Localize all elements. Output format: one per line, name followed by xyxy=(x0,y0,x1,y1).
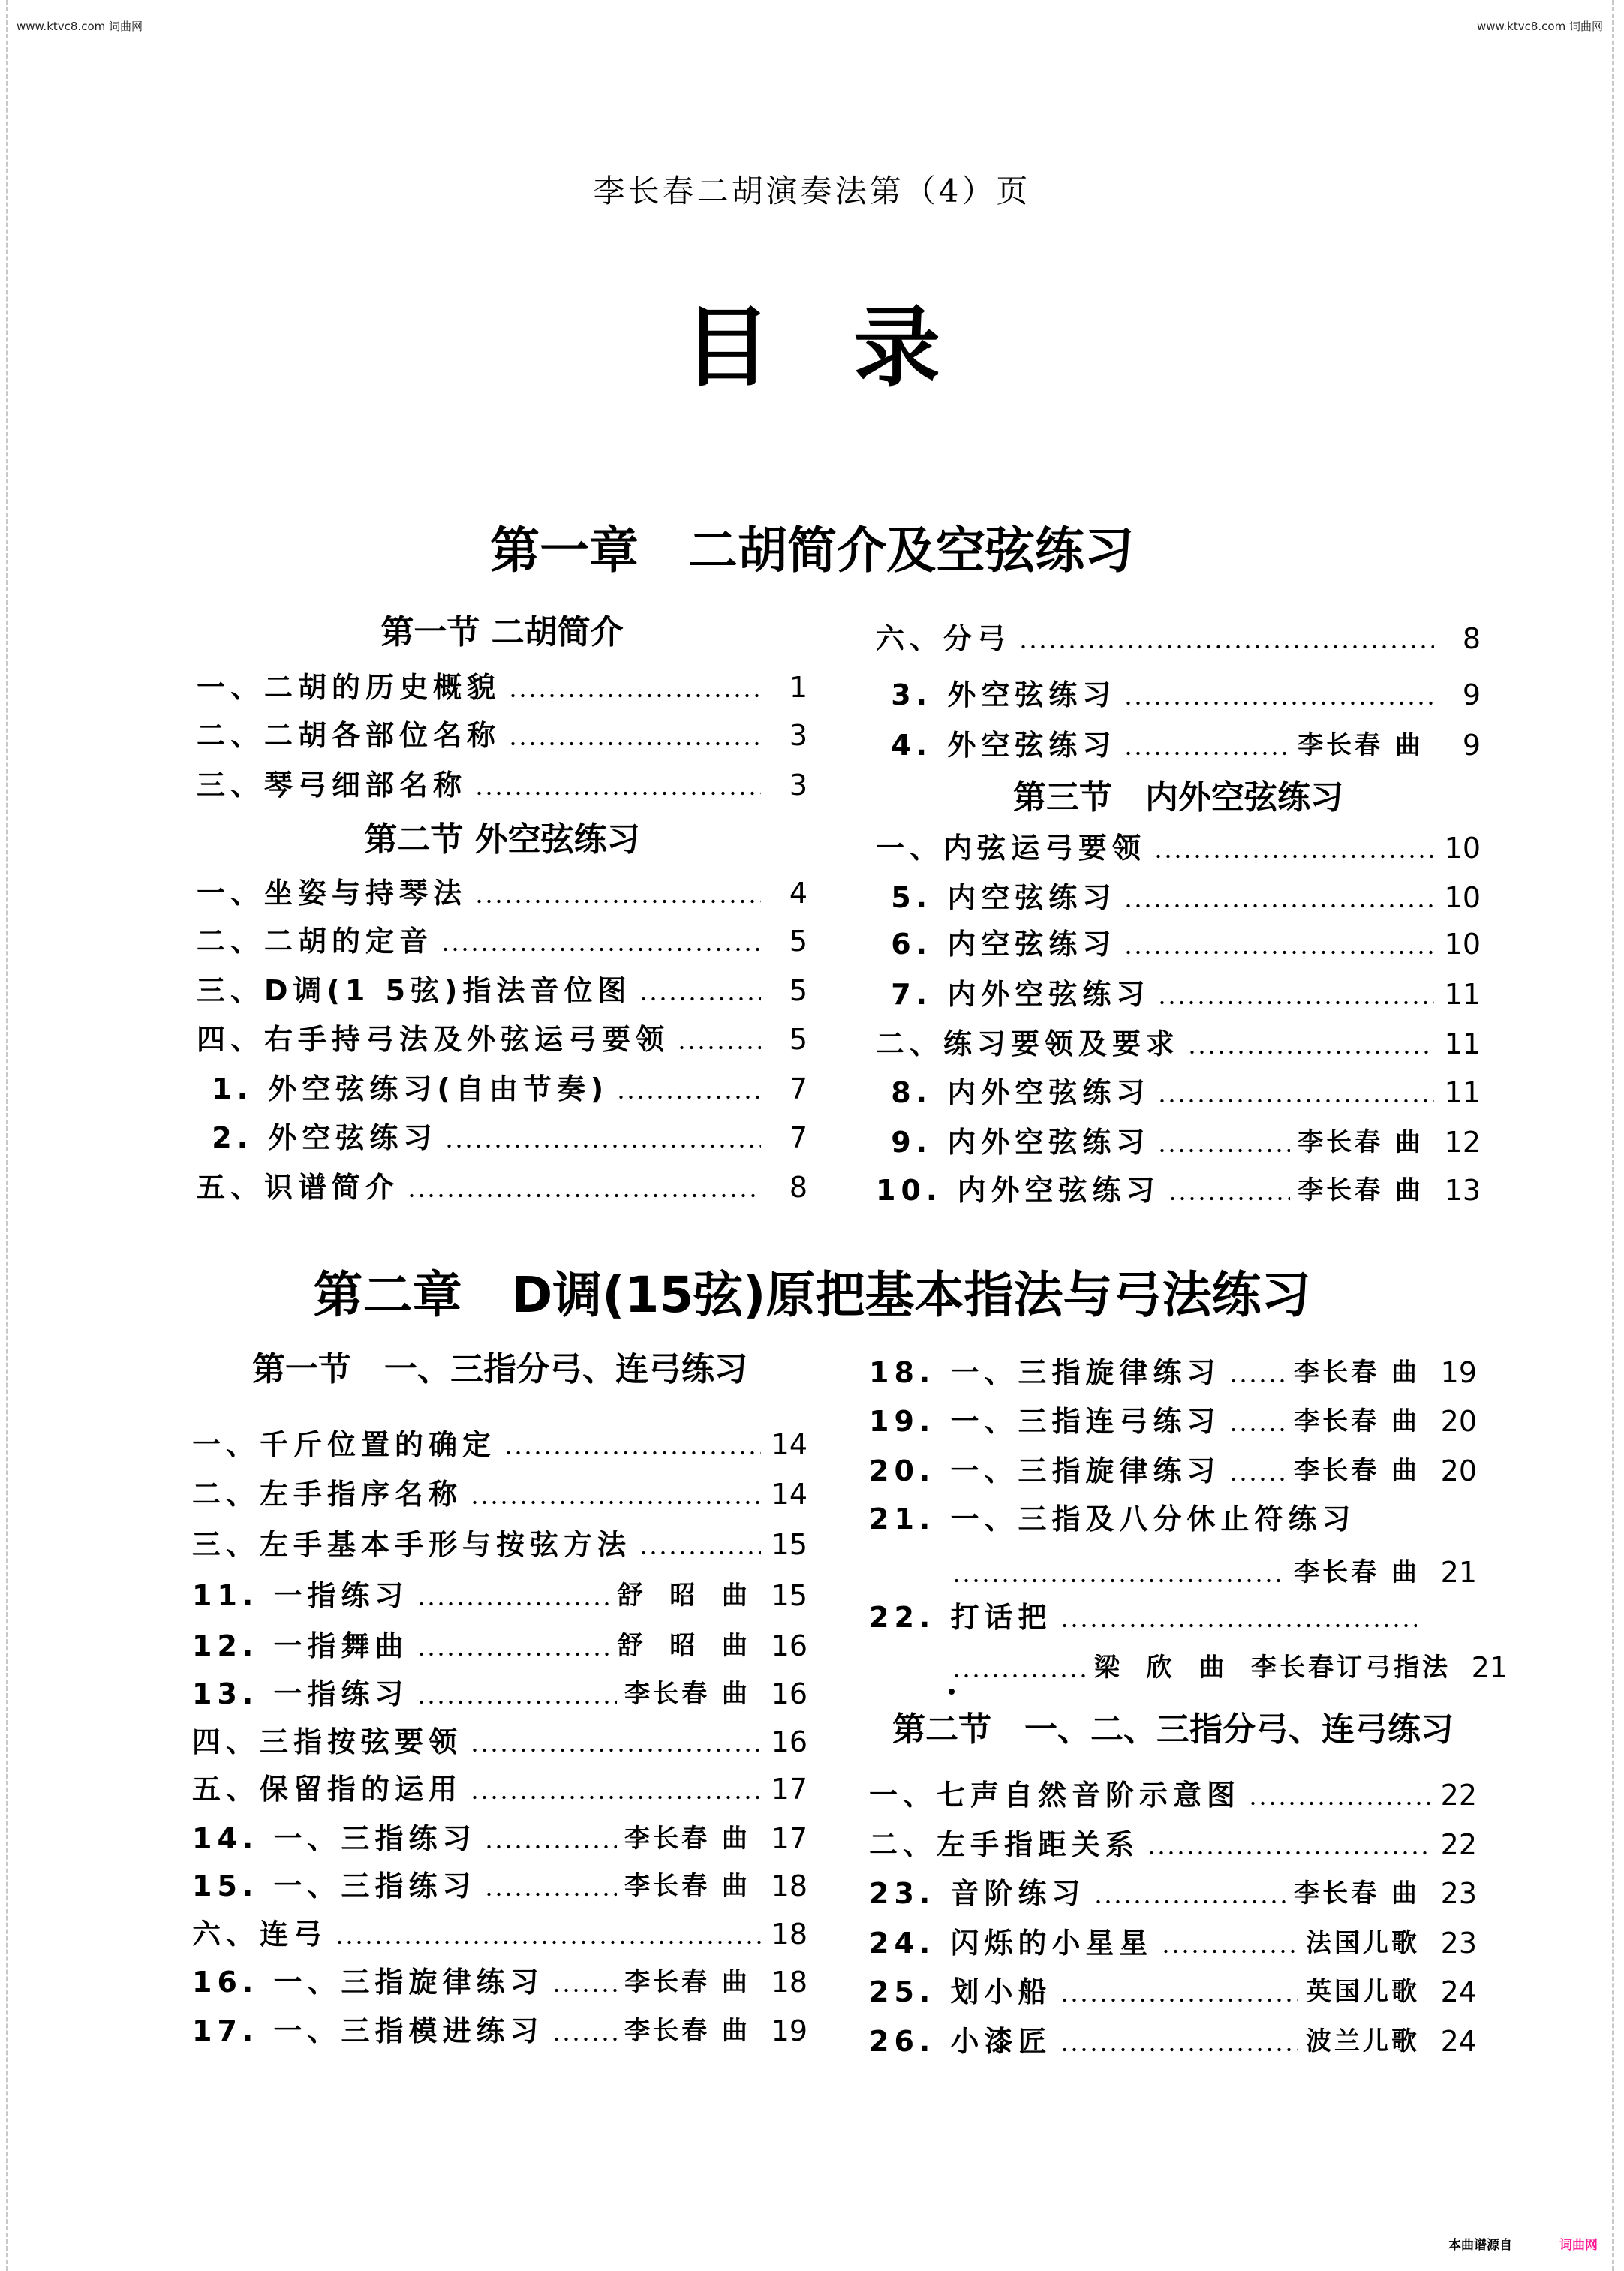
entry-label: 2. 外空弦练习 xyxy=(197,1121,438,1154)
toc-entry[interactable] xyxy=(197,872,807,914)
toc-entry[interactable] xyxy=(876,1023,1481,1065)
dot-leader xyxy=(1248,1774,1430,1816)
watermark-top-left: www.ktvc8.com 词曲网 xyxy=(17,20,143,33)
toc-entry[interactable] xyxy=(192,1473,807,1515)
dot-leader xyxy=(1123,877,1434,919)
toc-entry[interactable] xyxy=(192,1625,807,1667)
toc-entry[interactable] xyxy=(869,1551,1477,1593)
entry-page-number: 11 xyxy=(1444,1027,1481,1060)
entry-page-number: 8 xyxy=(789,1171,807,1204)
dot-leader xyxy=(484,1818,618,1860)
entry-composer: 李长春 曲 xyxy=(1294,1406,1420,1436)
entry-label: 二、左手指距关系 xyxy=(869,1828,1140,1861)
dot-leader xyxy=(1093,1872,1287,1915)
dot-leader xyxy=(1364,1498,1469,1540)
entry-composer: 英国儿歌 xyxy=(1306,1977,1420,2007)
entry-page-number: 5 xyxy=(789,974,807,1007)
entry-label: 22. 打话把 xyxy=(869,1601,1052,1634)
dot-leader xyxy=(417,1625,610,1667)
section-heading: 第一节 二胡简介 xyxy=(380,613,624,651)
section-heading: 第二节 外空弦练习 xyxy=(364,820,640,859)
entry-label: 3. 外空弦练习 xyxy=(876,678,1117,711)
dot-leader xyxy=(508,714,761,756)
entry-page-number: 19 xyxy=(771,2014,807,2047)
entry-page-number: 13 xyxy=(1444,1174,1481,1207)
entry-label: 20. 一、三指旋律练习 xyxy=(869,1454,1221,1487)
footer-site-link[interactable]: 词曲网 xyxy=(1559,2238,1598,2253)
dot-leader xyxy=(952,1551,1286,1593)
entry-page-number: 24 xyxy=(1440,2025,1477,2058)
entry-label: 17. 一、三指模进练习 xyxy=(192,2014,544,2047)
entry-composer: 李长春 曲 xyxy=(624,1824,750,1854)
entry-label: 21. 一、三指及八分休止符练习 xyxy=(869,1502,1356,1536)
entry-page-number: 8 xyxy=(1462,622,1481,655)
dot-leader xyxy=(1123,674,1434,716)
entry-page-number: 23 xyxy=(1440,1927,1477,1960)
toc-entry[interactable] xyxy=(197,1068,807,1110)
entry-label: 10. 内外空弦练习 xyxy=(876,1174,1160,1207)
toc-entry[interactable] xyxy=(869,1450,1477,1492)
toc-entry[interactable] xyxy=(876,877,1481,919)
toc-entry[interactable] xyxy=(869,1352,1477,1394)
entry-page-number: 14 xyxy=(771,1478,807,1511)
dot-leader xyxy=(952,1647,1087,1689)
toc-entry[interactable] xyxy=(869,1971,1477,2013)
entry-page-number: 21 xyxy=(1440,1556,1477,1589)
entry-label: 23. 音阶练习 xyxy=(869,1877,1086,1910)
entry-label: 五、识谱简介 xyxy=(197,1171,400,1204)
entry-composer: 李长春 曲 xyxy=(624,1871,750,1901)
watermark-top-right: www.ktvc8.com 词曲网 xyxy=(1476,20,1603,33)
toc-entry[interactable] xyxy=(197,1018,807,1060)
entry-label: 18. 一、三指旋律练习 xyxy=(869,1356,1221,1389)
entry-label: 二、左手指序名称 xyxy=(192,1478,463,1511)
entry-page-number: 11 xyxy=(1444,1076,1481,1109)
entry-page-number: 17 xyxy=(771,1822,807,1855)
entry-page-number: 3 xyxy=(789,719,807,752)
entry-composer: 李长春 曲 xyxy=(1294,1456,1420,1486)
entry-composer: 李长春 曲 xyxy=(1298,1175,1424,1205)
dot-leader xyxy=(441,920,761,962)
toc-entry[interactable] xyxy=(869,1498,1477,1540)
toc-entry[interactable] xyxy=(876,1169,1481,1211)
dot-leader xyxy=(639,1524,761,1566)
entry-label: 12. 一指舞曲 xyxy=(192,1629,409,1662)
toc-entry[interactable] xyxy=(192,1818,807,1860)
entry-label: 14. 一、三指练习 xyxy=(192,1822,477,1855)
toc-entry[interactable] xyxy=(876,618,1481,660)
entry-label: 三、左手基本手形与按弦方法 xyxy=(192,1528,632,1561)
dot-leader xyxy=(1229,1352,1287,1394)
entry-page-number: 16 xyxy=(771,1725,807,1758)
entry-page-number: 7 xyxy=(789,1072,807,1105)
entry-page-number: 20 xyxy=(1440,1405,1477,1438)
entry-page-number: 18 xyxy=(771,1966,807,1999)
entry-page-number: 24 xyxy=(1440,1975,1477,2008)
dot-leader xyxy=(1123,923,1434,965)
entry-label: 4. 外空弦练习 xyxy=(876,729,1117,762)
entry-page-number: 15 xyxy=(771,1528,807,1561)
toc-entry[interactable] xyxy=(869,1922,1477,1964)
dot-leader xyxy=(1060,1596,1417,1638)
entry-composer: 李长春 曲 xyxy=(624,2016,750,2046)
dot-leader xyxy=(508,666,761,708)
entry-composer: 舒 昭 曲 xyxy=(617,1581,750,1611)
entry-page-number: 10 xyxy=(1444,881,1481,914)
dot-leader xyxy=(616,1068,761,1110)
entry-page-number: 1 xyxy=(789,671,807,704)
dot-leader xyxy=(407,1166,761,1208)
entry-label: 8. 内外空弦练习 xyxy=(876,1076,1150,1109)
entry-composer: 李长春 曲 xyxy=(1298,730,1424,760)
entry-composer: 法国儿歌 xyxy=(1306,1928,1420,1958)
entry-label: 二、二胡的定音 xyxy=(197,925,434,958)
toc-entry[interactable] xyxy=(876,827,1481,869)
toc-entry[interactable] xyxy=(197,666,807,708)
dot-leader xyxy=(474,872,761,914)
entry-label: 7. 内外空弦练习 xyxy=(876,978,1150,1011)
entry-composer: 李长春 曲 xyxy=(1294,1557,1420,1587)
toc-entry[interactable] xyxy=(869,1400,1477,1442)
entry-page-number: 22 xyxy=(1440,1779,1477,1812)
page-header: 李长春二胡演奏法第（4）页 xyxy=(593,173,1031,209)
entry-label: 一、坐姿与持琴法 xyxy=(197,877,468,910)
entry-page-number: 10 xyxy=(1444,928,1481,961)
entry-page-number: 16 xyxy=(771,1677,807,1710)
entry-label: 五、保留指的运用 xyxy=(192,1773,463,1806)
entry-composer: 波兰儿歌 xyxy=(1306,2026,1420,2056)
entry-page-number: 18 xyxy=(771,1918,807,1951)
toc-entry[interactable] xyxy=(192,1673,807,1715)
entry-page-number: 12 xyxy=(1444,1126,1481,1159)
entry-label: 二、二胡各部位名称 xyxy=(197,719,501,752)
entry-composer: 李长春 曲 xyxy=(1294,1878,1420,1909)
entry-label: 13. 一指练习 xyxy=(192,1677,409,1710)
entry-label: 19. 一、三指连弓练习 xyxy=(869,1405,1221,1438)
toc-entry[interactable] xyxy=(876,923,1481,965)
toc-entry[interactable] xyxy=(869,1596,1477,1638)
chapter-2-title: 第二章 D调(15弦)原把基本指法与弓法练习 xyxy=(313,1266,1311,1324)
toc-entry[interactable] xyxy=(197,1166,807,1208)
entry-label: 24. 闪烁的小星星 xyxy=(869,1927,1153,1960)
dot-leader xyxy=(1157,1072,1434,1114)
entry-page-number: 7 xyxy=(789,1121,807,1154)
entry-page-number: 20 xyxy=(1440,1454,1477,1487)
dot-leader xyxy=(677,1018,761,1060)
entry-label: 四、右手持弓法及外弦运弓要领 xyxy=(197,1023,670,1056)
dot-leader xyxy=(444,1117,761,1159)
entry-composer: 梁 欣 曲 李长春订弓指法 xyxy=(1094,1653,1451,1683)
entry-label: 5. 内空弦练习 xyxy=(876,881,1117,914)
entry-label: 25. 划小船 xyxy=(869,1975,1052,2008)
entry-page-number: 5 xyxy=(789,925,807,958)
dot-leader xyxy=(504,1424,761,1466)
section-heading: 第一节 一、三指分弓、连弓练习 xyxy=(252,1350,747,1388)
entry-label: 1. 外空弦练习(自由节奏) xyxy=(197,1072,609,1105)
dot-leader xyxy=(335,1913,761,1955)
dot-leader xyxy=(1187,1023,1434,1065)
dot-leader xyxy=(552,1961,618,2003)
entry-composer: 李长春 曲 xyxy=(1294,1358,1420,1388)
toc-entry[interactable] xyxy=(876,973,1481,1015)
entry-page-number: 17 xyxy=(771,1773,807,1806)
entry-label: 一、千斤位置的确定 xyxy=(192,1428,497,1461)
dot-leader xyxy=(1147,1824,1430,1866)
entry-page-number: 14 xyxy=(771,1428,807,1461)
toc-entry[interactable] xyxy=(876,674,1481,716)
page-title: 目录 xyxy=(684,297,1023,399)
entry-label: 四、三指按弦要领 xyxy=(192,1725,463,1758)
entry-label: 六、连弓 xyxy=(192,1918,328,1951)
toc-entry[interactable] xyxy=(869,1824,1477,1866)
entry-page-number: 16 xyxy=(771,1629,807,1662)
entry-label: 26. 小漆匠 xyxy=(869,2025,1052,2058)
entry-label: 一、二胡的历史概貌 xyxy=(197,671,501,704)
toc-entry[interactable] xyxy=(192,1913,807,1955)
toc-entry[interactable] xyxy=(192,1865,807,1907)
entry-composer: 舒 昭 曲 xyxy=(617,1631,750,1661)
dot-leader xyxy=(639,970,761,1012)
dot-leader xyxy=(1153,827,1434,869)
entry-label: 六、分弓 xyxy=(876,622,1012,655)
entry-page-number: 10 xyxy=(1444,832,1481,865)
dot-leader xyxy=(484,1865,618,1907)
entry-label: 11. 一指练习 xyxy=(192,1579,409,1612)
entry-label: 二、练习要领及要求 xyxy=(876,1027,1180,1060)
toc-entry[interactable] xyxy=(192,1575,807,1617)
toc-entry[interactable] xyxy=(197,1117,807,1159)
section-heading: 第二节 一、二、三指分弓、连弓练习 xyxy=(892,1710,1454,1749)
toc-entry[interactable] xyxy=(197,970,807,1012)
toc-entry[interactable] xyxy=(192,2010,807,2052)
dot-leader xyxy=(1060,1971,1298,2013)
dot-leader xyxy=(1123,724,1290,766)
entry-page-number: 9 xyxy=(1462,678,1481,711)
dot-leader xyxy=(470,1473,761,1515)
entry-label: 6. 内空弦练习 xyxy=(876,928,1117,961)
dot-leader xyxy=(474,764,761,806)
dot-leader xyxy=(1018,618,1434,660)
toc-entry[interactable] xyxy=(192,1961,807,2003)
toc-entry[interactable] xyxy=(876,1072,1481,1114)
toc-entry[interactable] xyxy=(197,714,807,756)
entry-page-number: 18 xyxy=(771,1869,807,1903)
entry-page-number: 21 xyxy=(1471,1651,1508,1684)
entry-composer: 李长春 曲 xyxy=(624,1967,750,1997)
entry-label: 三、D调(1 5弦)指法音位图 xyxy=(197,974,632,1007)
entry-page-number: 22 xyxy=(1440,1828,1477,1861)
entry-page-number: 11 xyxy=(1444,978,1481,1011)
dot-leader xyxy=(1168,1169,1291,1211)
entry-label: 9. 内外空弦练习 xyxy=(876,1126,1150,1159)
dot-leader xyxy=(470,1768,761,1810)
entry-label: 一、七声自然音阶示意图 xyxy=(869,1779,1241,1812)
dot-leader xyxy=(552,2010,618,2052)
dot-leader xyxy=(417,1673,618,1715)
entry-page-number: 4 xyxy=(789,877,807,910)
toc-entry[interactable] xyxy=(197,920,807,962)
dot-leader xyxy=(470,1721,761,1763)
section-heading: 第三节 内外空弦练习 xyxy=(1013,778,1343,817)
dot-leader xyxy=(1229,1400,1287,1442)
entry-page-number: 15 xyxy=(771,1579,807,1612)
entry-label: 三、琴弓细部名称 xyxy=(197,769,468,802)
toc-entry[interactable] xyxy=(192,1721,807,1763)
entry-composer: 李长春 曲 xyxy=(1298,1127,1424,1157)
entry-page-number: 3 xyxy=(789,769,807,802)
toc-entry[interactable] xyxy=(876,724,1481,766)
entry-page-number: 19 xyxy=(1440,1356,1477,1389)
toc-entry[interactable] xyxy=(869,1647,1508,1689)
footer-source: 本曲谱源自 xyxy=(1448,2238,1512,2253)
entry-label: 一、内弦运弓要领 xyxy=(876,832,1147,865)
toc-entry[interactable] xyxy=(869,1774,1477,1816)
toc-entry[interactable] xyxy=(192,1524,807,1566)
dot-leader xyxy=(1229,1450,1287,1492)
entry-label: 15. 一、三指练习 xyxy=(192,1869,477,1903)
toc-entry[interactable] xyxy=(876,1121,1481,1163)
toc-entry[interactable] xyxy=(869,1872,1477,1915)
toc-entry[interactable] xyxy=(192,1768,807,1810)
entry-label: 16. 一、三指旋律练习 xyxy=(192,1966,544,1999)
chapter-1-title: 第一章 二胡简介及空弦练习 xyxy=(490,522,1134,579)
toc-entry[interactable] xyxy=(869,2020,1477,2062)
entry-page-number: 5 xyxy=(789,1023,807,1056)
dot-leader xyxy=(417,1575,610,1617)
dot-leader xyxy=(1060,2020,1298,2062)
entry-composer: 李长春 曲 xyxy=(624,1679,750,1709)
dot-leader xyxy=(1157,1121,1290,1163)
toc-entry[interactable] xyxy=(197,764,807,806)
stray-mark xyxy=(949,1689,955,1695)
entry-page-number: 23 xyxy=(1440,1877,1477,1910)
entry-page-number: 9 xyxy=(1462,729,1481,762)
dot-leader xyxy=(1157,973,1434,1015)
toc-entry[interactable] xyxy=(192,1424,807,1466)
dot-leader xyxy=(1161,1922,1298,1964)
